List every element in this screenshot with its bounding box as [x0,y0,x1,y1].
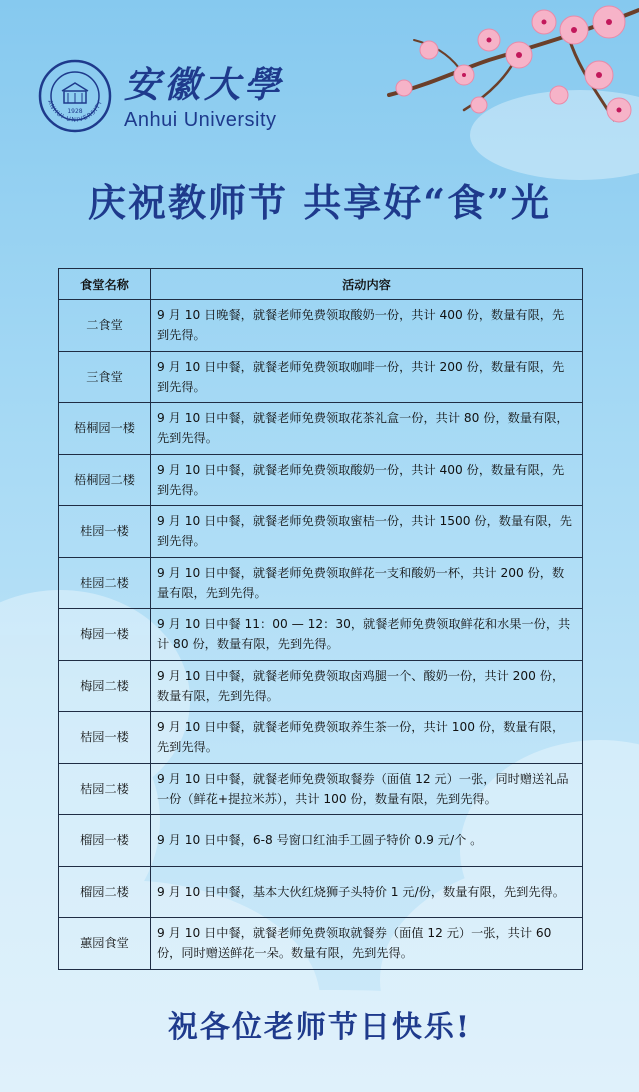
header-activity-content: 活动内容 [151,269,583,300]
activity-content: 9 月 10 日晚餐，就餐老师免费领取酸奶一份，共计 400 份，数量有限，先到先得。 [151,300,583,352]
table-row [59,815,583,867]
canteen-name: 桂园一楼 [59,506,151,558]
seal-text: ANHUI UNIVERSITY [45,99,105,124]
cherry-blossom-branch [369,0,639,150]
table-row [59,403,583,455]
table-row [59,918,583,970]
page-title: 庆祝教师节 共享好“食”光 [88,180,551,225]
activity-content: 9 月 10 日中餐，基本大伙红烧狮子头特价 1 元/份，数量有限，先到先得。 [151,866,583,918]
canteen-name: 梧桐园二楼 [59,454,151,506]
table-row [59,300,583,352]
activity-content: 9 月 10 日中餐，就餐老师免费领取蜜桔一份，共计 1500 份，数量有限，先到先得。 [151,506,583,558]
activity-content: 9 月 10 日中餐，就餐老师免费领取鲜花一支和酸奶一杯，共计 200 份，数量有限，先到先得。 [151,557,583,609]
table-row [59,763,583,815]
greeting-footer: 祝各位老师节日快乐! [167,1010,472,1045]
canteen-name: 蕙园食堂 [59,918,151,970]
canteen-name: 三食堂 [59,351,151,403]
university-name-cn: 安徽大學 [124,64,285,106]
canteen-name: 榴园二楼 [59,866,151,918]
activity-content: 9 月 10 日中餐，就餐老师免费领取餐券（面值 12 元）一张，同时赠送礼品一份（鲜花+提拉米苏），共计 100 份，数量有限，先到先得。 [151,763,583,815]
activity-content: 9 月 10 日中餐，就餐老师免费领取酸奶一份，共计 400 份，数量有限，先到先得。 [151,454,583,506]
table-row [59,557,583,609]
table-row [59,506,583,558]
activity-content: 9 月 10 日中餐，就餐老师免费领取养生茶一份，共计 100 份，数量有限，先到先得。 [151,712,583,764]
activity-content: 9 月 10 日中餐，就餐老师免费领取花茶礼盒一份，共计 80 份，数量有限，先到先得。 [151,403,583,455]
canteen-name: 梧桐园一楼 [59,403,151,455]
canteen-name: 桂园二楼 [59,557,151,609]
activity-content: 9 月 10 日中餐，就餐老师免费领取就餐券（面值 12 元）一张，共计 60 份，同时赠送鲜花一朵。数量有限，先到先得。 [151,918,583,970]
activity-table [58,268,583,970]
canteen-name: 梅园一楼 [59,609,151,661]
activity-content: 9 月 10 日中餐，6-8 号窗口红油手工圆子特价 0.9 元/个 。 [151,815,583,867]
table-row [59,712,583,764]
university-seal-icon [38,59,112,133]
activity-content: 9 月 10 日中餐，就餐老师免费领取咖啡一份，共计 200 份，数量有限，先到先得。 [151,351,583,403]
table-header-row [59,269,583,300]
table-row [59,660,583,712]
canteen-name: 桔园一楼 [59,712,151,764]
seal-year: 1928 [67,108,83,115]
table-row [59,454,583,506]
activity-content: 9 月 10 日中餐，就餐老师免费领取卤鸡腿一个、酸奶一份，共计 200 份，数量有限，先到先得。 [151,660,583,712]
canteen-name: 榴园一楼 [59,815,151,867]
table-row [59,609,583,661]
activity-content: 9 月 10 日中餐 11：00 — 12：30，就餐老师免费领取鲜花和水果一份，共计 80 份，数量有限，先到先得。 [151,609,583,661]
university-name-en: Anhui University [124,109,277,131]
header-canteen-name: 食堂名称 [59,269,151,300]
table-row [59,866,583,918]
university-header [38,55,318,135]
canteen-name: 桔园二楼 [59,763,151,815]
table-row [59,351,583,403]
canteen-name: 二食堂 [59,300,151,352]
canteen-name: 梅园二楼 [59,660,151,712]
activity-table-container [58,268,582,970]
